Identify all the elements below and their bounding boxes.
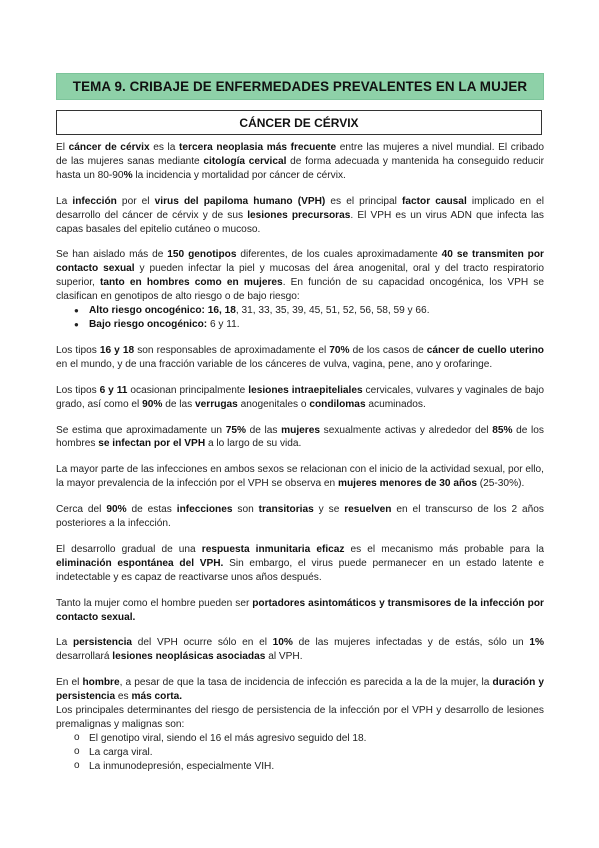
term: 90% bbox=[142, 398, 163, 410]
strong-value: 16, 18 bbox=[207, 305, 236, 317]
text: sexualmente activas y alrededor del bbox=[319, 424, 493, 436]
term: 70% bbox=[329, 344, 350, 356]
term: 90% bbox=[106, 504, 127, 516]
term-factor-causal: factor causal bbox=[402, 195, 467, 207]
text: implicado en el desarrollo del cáncer de cérvix y de sus bbox=[56, 195, 544, 221]
term-vph: virus del papiloma humano (VPH) bbox=[154, 195, 326, 207]
term-infeccion: infección bbox=[72, 195, 117, 207]
term: 10% bbox=[272, 637, 293, 649]
text: a lo largo de su vida. bbox=[205, 438, 302, 450]
text: y se bbox=[313, 504, 345, 516]
term: resuelven bbox=[344, 504, 392, 516]
text: de las bbox=[162, 398, 196, 410]
list-item-factor: o El genotipo viral, siendo el 16 el más agresivo seguido del 18. bbox=[56, 732, 544, 746]
text: de los hombres bbox=[56, 424, 544, 450]
term: cáncer de cuello uterino bbox=[426, 344, 544, 356]
term: 85% bbox=[492, 424, 513, 436]
list-item-factor: o La inmunodepresión, especialmente VIH. bbox=[56, 760, 544, 774]
paragraph-tipos-6-11 bbox=[56, 384, 544, 412]
text: son bbox=[232, 504, 259, 516]
text: La mayor parte de las infecciones en ambos sexos se relacionan con el inicio de la actividad sexual, por ello, la mayor prevalencia de la infección por el VPH se observa en bbox=[56, 464, 544, 490]
text: en el mundo, y de una fracción variable de los cánceres de vulva, vagina, pene, ano y orofaringe. bbox=[56, 358, 493, 370]
text: Los tipos bbox=[56, 384, 100, 396]
term: portadores asintomáticos y transmisores de la infección por contacto sexual. bbox=[56, 597, 544, 623]
text: de las bbox=[245, 424, 282, 436]
term: verrugas bbox=[195, 398, 238, 410]
text: de las mujeres infectadas y de estás, sólo un bbox=[292, 637, 530, 649]
term-tercera-neoplasia: tercera neoplasia más frecuente bbox=[179, 142, 337, 153]
term: 75% bbox=[225, 424, 246, 436]
list-item-bajo-riesgo bbox=[56, 318, 544, 332]
text: (25-30%). bbox=[476, 478, 525, 490]
text: Se han aislado más de bbox=[56, 249, 168, 261]
term: 1% bbox=[529, 637, 544, 649]
paragraph-transitorias bbox=[56, 503, 544, 531]
text: desarrollará bbox=[56, 651, 113, 663]
term: 16 y 18 bbox=[99, 344, 135, 356]
paragraph-determinantes: Los principales determinantes del riesgo de persistencia de la infección por el VPH y desarrollo de lesiones premalignas y malignas son: bbox=[56, 705, 544, 730]
text: en el transcurso de los 2 años posteriores a la infección. bbox=[56, 504, 544, 530]
text: son responsables de aproximadamente el bbox=[134, 344, 330, 356]
list-item-factor: o La carga viral. bbox=[56, 746, 544, 760]
term: respuesta inmunitaria eficaz bbox=[201, 543, 345, 555]
paragraph-prevalencia bbox=[56, 424, 544, 452]
term: mujeres menores de 30 años bbox=[337, 478, 477, 490]
paragraph-tipos-16-18 bbox=[56, 344, 544, 372]
term-citologia: citología cervical bbox=[203, 155, 287, 167]
term-150-genotipos: 150 genotipos bbox=[167, 249, 237, 261]
term-percent: % bbox=[123, 169, 133, 181]
factors-list bbox=[56, 732, 544, 774]
paragraph-persistencia bbox=[56, 636, 544, 664]
text: cervicales, vulvares y vaginales de bajo grado, así como el bbox=[56, 384, 544, 410]
term: hombre bbox=[82, 677, 120, 689]
term: transitorias bbox=[258, 504, 314, 516]
document-body bbox=[56, 141, 544, 774]
text: 6 y 11. bbox=[209, 318, 240, 330]
topic-title-banner: TEMA 9. CRIBAJE DE ENFERMEDADES PREVALENTES EN LA MUJER bbox=[56, 73, 544, 100]
term: infecciones bbox=[176, 504, 233, 516]
paragraph-infeccion-vph bbox=[56, 195, 544, 237]
text: acuminados. bbox=[365, 398, 426, 410]
text: es el principal bbox=[325, 195, 402, 207]
text: es el mecanismo más probable para la bbox=[344, 543, 544, 555]
paragraph-respuesta-inmunitaria bbox=[56, 543, 544, 585]
paragraph-genotipos bbox=[56, 248, 544, 304]
term: 6 y 11 bbox=[99, 384, 128, 396]
text: , 31, 33, 35, 39, 45, 51, 52, 56, 58, 59 y 66. bbox=[235, 305, 430, 317]
list-item-alto-riesgo bbox=[56, 304, 544, 318]
paragraph-cribado bbox=[56, 141, 544, 183]
label: Bajo riesgo oncogénico: bbox=[89, 318, 210, 330]
text: y pueden infectar la piel y mucosas del área anogenital, oral y del tracto respiratorio superior, bbox=[56, 263, 544, 289]
text: diferentes, de los cuales aproximadamente bbox=[236, 249, 442, 261]
term: lesiones intraepiteliales bbox=[248, 384, 363, 396]
text: de forma adecuada y mantenida ha conseguido reducir hasta un 80-90 bbox=[56, 155, 544, 181]
term: más corta. bbox=[131, 691, 183, 703]
paragraph-hombre bbox=[56, 676, 544, 704]
term-transmision-sexual: 40 se transmiten por contacto sexual bbox=[56, 249, 544, 275]
text: ocasionan principalmente bbox=[127, 384, 249, 396]
paragraph-actividad-sexual bbox=[56, 463, 544, 491]
text: anogenitales o bbox=[237, 398, 310, 410]
text: Tanto la mujer como el hombre pueden ser bbox=[56, 597, 253, 609]
text: al VPH. bbox=[265, 651, 303, 663]
text: de estas bbox=[126, 504, 177, 516]
term: se infectan por el VPH bbox=[98, 438, 206, 450]
term: persistencia bbox=[72, 637, 133, 649]
term-cancer-cervix: cáncer de cérvix bbox=[68, 142, 150, 153]
term: mujeres bbox=[281, 424, 320, 436]
label: Alto riesgo oncogénico: bbox=[89, 305, 208, 317]
text: por el bbox=[116, 195, 155, 207]
section-title: CÁNCER DE CÉRVIX bbox=[56, 110, 542, 135]
text: Sin embargo, el virus puede permanecer en un estado latente e indetectable y es capaz de reactivarse unos años después. bbox=[56, 557, 545, 583]
term: condilomas bbox=[309, 398, 366, 410]
text: El desarrollo gradual de una bbox=[56, 543, 202, 555]
paragraph-portadores bbox=[56, 597, 544, 625]
text: Se estima que aproximadamente un bbox=[56, 424, 226, 436]
text: la incidencia y mortalidad por cáncer de cérvix. bbox=[132, 169, 346, 181]
term: lesiones neoplásicas asociadas bbox=[112, 651, 266, 663]
term-lesiones-precursoras: lesiones precursoras bbox=[247, 209, 351, 221]
text: del VPH ocurre sólo en el bbox=[132, 637, 273, 649]
text: de los casos de bbox=[349, 344, 427, 356]
term: eliminación espontánea del VPH. bbox=[56, 557, 224, 569]
text: La bbox=[56, 195, 73, 207]
text: . El VPH es un virus ADN que infecta las capas basales del epitelio cutáneo o mucoso. bbox=[56, 209, 544, 235]
term: duración y persistencia bbox=[56, 677, 544, 703]
text: El bbox=[56, 142, 69, 153]
risk-list bbox=[56, 304, 544, 332]
term-hombres-mujeres: tanto en hombres como en mujeres bbox=[99, 277, 283, 289]
text: , a pesar de que la tasa de incidencia de infección es parecida a la de la mujer, la bbox=[119, 677, 493, 689]
text: . En función de su capacidad oncogénica, los VPH se clasifican en genotipos de alto riesgo o de bajo riesgo: bbox=[56, 277, 544, 303]
text: Los tipos bbox=[56, 344, 100, 356]
text: es bbox=[115, 691, 132, 703]
text: La bbox=[56, 637, 73, 649]
text: En el bbox=[56, 677, 83, 689]
text: es la bbox=[149, 142, 179, 153]
text: Cerca del bbox=[56, 504, 107, 516]
text: entre las mujeres a nivel mundial. El cribado de las mujeres sanas mediante bbox=[56, 142, 544, 167]
